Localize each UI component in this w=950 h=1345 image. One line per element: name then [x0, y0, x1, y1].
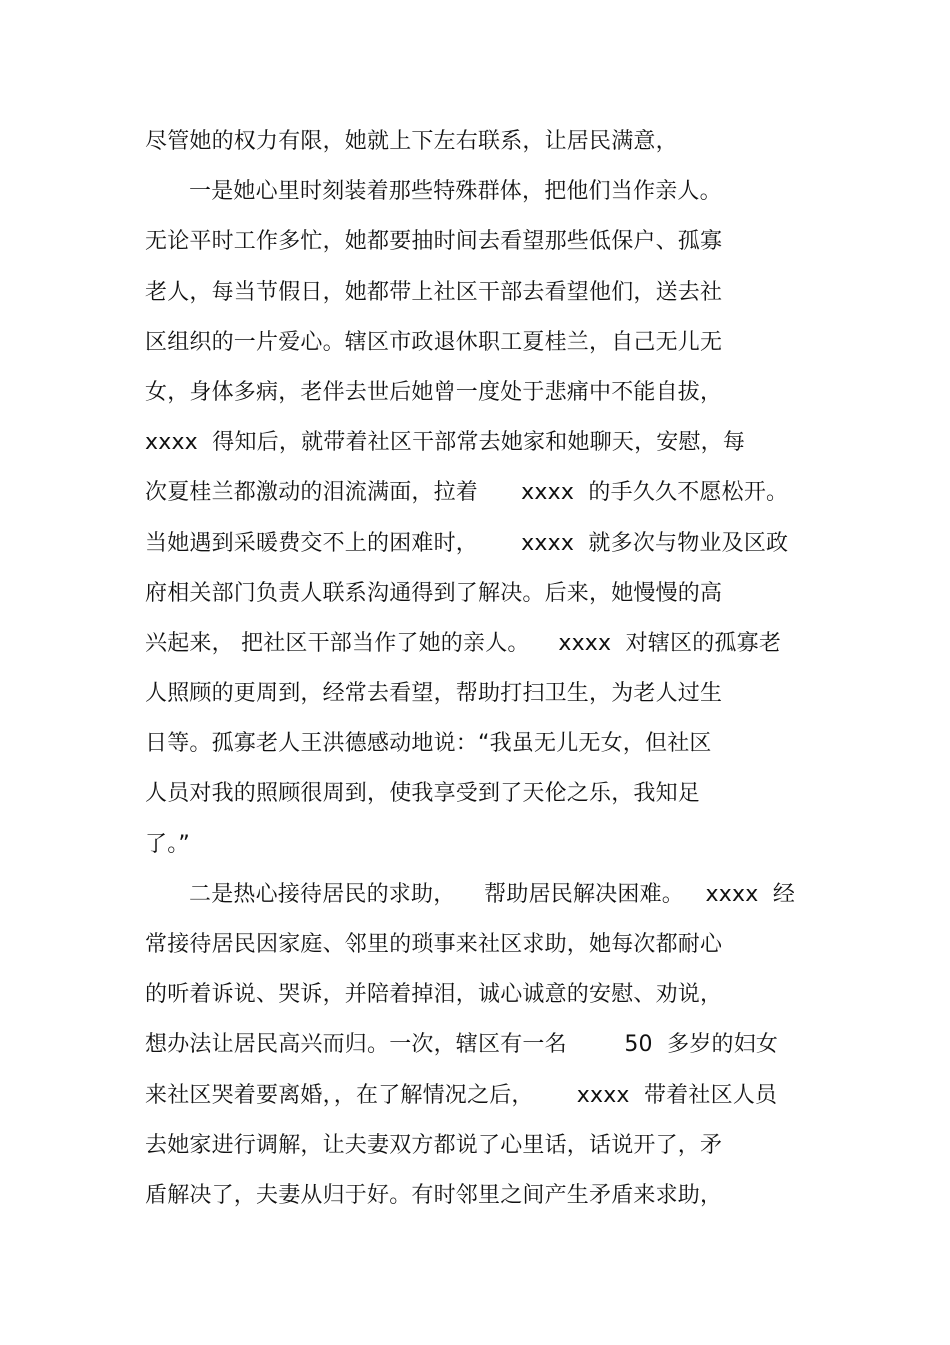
text-line: 尽管她的权力有限，她就上下左右联系，让居民满意，	[145, 129, 678, 154]
text-line: 无论平时工作多忙，她都要抽时间去看望那些低保户、孤寡	[145, 229, 723, 255]
text-line: 人照顾的更周到，经常去看望，帮助打扫卫生，为老人过生	[145, 681, 723, 707]
text-line: 兴起来， 把社区干部当作了她的亲人。 xxxx 对辖区的孤寡老	[145, 630, 782, 656]
text-line: 女，身体多病，老伴去世后她曾一度处于悲痛中不能自拔，	[145, 379, 723, 405]
paragraph-start-line: 二是热心接待居民的求助， 帮助居民解决困难。 xxxx 经	[189, 881, 796, 907]
text-line: 人员对我的照顾很周到，使我享受到了天伦之乐，我知足	[145, 781, 701, 807]
paragraph-start-line: 一是她心里时刻装着那些特殊群体，把他们当作亲人。	[189, 179, 722, 205]
text-line: 了。”	[145, 831, 190, 857]
text-line: 老人，每当节假日，她都带上社区干部去看望他们，送去社	[145, 279, 723, 305]
text-line: 次夏桂兰都激动的泪流满面，拉着 xxxx 的手久久不愿松开。	[145, 480, 789, 506]
text-line: 常接待居民因家庭、邻里的琐事来社区求助，她每次都耐心	[145, 932, 723, 957]
text-line: 的听着诉说、哭诉，并陪着掉泪，诚心诚意的安慰、劝说，	[145, 982, 723, 1008]
document-body	[145, 124, 825, 1228]
text-line: 盾解决了，夫妻从归于好。有时邻里之间产生矛盾来求助，	[145, 1182, 723, 1208]
text-line: 区组织的一片爱心。辖区市政退休职工夏桂兰，自己无儿无	[145, 329, 723, 355]
text-line: 府相关部门负责人联系沟通得到了解决。后来，她慢慢的高	[145, 580, 723, 606]
text-line: 当她遇到采暖费交不上的困难时， xxxx 就多次与物业及区政	[145, 530, 789, 556]
text-line: 去她家进行调解，让夫妻双方都说了心里话，话说开了，矛	[145, 1132, 723, 1158]
text-line: 想办法让居民高兴而归。一次，辖区有一名 50 多岁的妇女	[145, 1032, 779, 1058]
text-line: 日等。孤寡老人王洪德感动地说：“我虽无儿无女，但社区	[145, 731, 712, 757]
text-line: 来社区哭着要离婚，，在了解情况之后， xxxx 带着社区人员	[145, 1082, 778, 1108]
text-line: xxxx 得知后，就带着社区干部常去她家和她聊天，安慰，每	[145, 430, 746, 456]
